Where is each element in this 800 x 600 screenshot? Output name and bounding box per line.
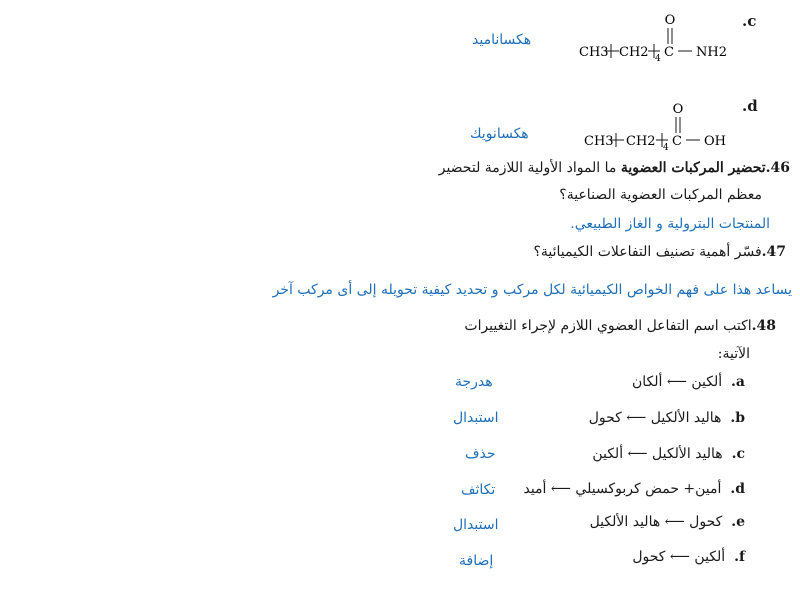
item-letter: e. — [731, 514, 745, 530]
item-text: ألكين ⟵ كحول — [632, 549, 726, 565]
q48-item-a — [632, 374, 745, 390]
q48-text-line2: الآتية: — [717, 346, 750, 362]
formula-oh: OH — [704, 134, 726, 149]
formula-ch3: CH3 — [584, 134, 614, 149]
item-text: هاليد الألكيل ⟵ كحول — [588, 410, 722, 426]
q47-text: فسّر أهمية تصنيف التفاعلات الكيميائية؟ — [533, 244, 762, 260]
q46-answer: المنتجات البترولية و الغاز الطبيعي. — [570, 216, 770, 232]
q46-text-line1: ما المواد الأولية اللازمة لتحضير — [438, 160, 617, 176]
q46-bold-text: تحضير المركبات العضوية — [620, 160, 766, 176]
formula-nh2: NH2 — [696, 45, 727, 60]
item-letter: d. — [730, 481, 745, 497]
q48-item-e-answer: استبدال — [453, 517, 499, 533]
item-letter: c. — [731, 446, 745, 462]
item-text: ألكين ⟵ ألكان — [631, 374, 723, 390]
q48-item-e — [590, 514, 745, 530]
part-d-answer: هكسانويك — [470, 126, 529, 142]
formula-ch2: CH2 — [619, 45, 649, 60]
formula-subscript: 4 — [663, 143, 669, 151]
q48-text-line1: اكتب اسم التفاعل العضوي اللازم لإجراء التغييرات — [464, 318, 752, 334]
formula-oxygen: O — [664, 13, 676, 28]
q48-item-f-answer: إضافة — [459, 553, 494, 569]
formula-carbon: C — [664, 45, 674, 60]
q48-question — [464, 318, 776, 334]
formula-carbon: C — [672, 134, 682, 149]
q48-item-c-answer: حذف — [465, 446, 496, 462]
q46-number: 46. — [765, 160, 790, 176]
part-d-letter: .d — [742, 97, 758, 115]
item-text: أمين+ حمض كربوكسيلي ⟵ أميد — [523, 481, 722, 497]
formula-subscript: 4 — [655, 54, 661, 62]
q48-item-a-answer: هدرجة — [455, 374, 493, 390]
q47-question — [533, 244, 786, 260]
item-letter: b. — [730, 410, 745, 426]
item-letter: f. — [734, 549, 745, 565]
part-c-formula — [575, 10, 735, 62]
q46-line1 — [439, 160, 790, 176]
formula-ch2: CH2 — [626, 134, 656, 149]
q48-item-b-answer: استبدال — [453, 410, 499, 426]
q48-item-b — [589, 410, 745, 426]
part-d-formula — [580, 99, 740, 151]
part-c-answer: هكساناميد — [472, 32, 532, 48]
q47-number: 47. — [761, 244, 786, 260]
q48-item-d — [523, 481, 745, 497]
part-c-letter: .c — [742, 12, 757, 30]
q48-number: 48. — [751, 318, 776, 334]
q48-item-c — [592, 446, 745, 462]
item-letter: a. — [731, 374, 745, 390]
q48-item-d-answer: تكاثف — [461, 482, 496, 498]
q47-answer: يساعد هذا على فهم الخواص الكيميائية لكل مركب و تحديد كيفية تحويله إلى أى مركب آخر — [272, 282, 792, 298]
item-text: كحول ⟵ هاليد الألكيل — [589, 514, 723, 530]
formula-oxygen: O — [672, 102, 684, 117]
item-text: هاليد الألكيل ⟵ ألكين — [592, 446, 723, 462]
q48-item-f — [632, 549, 745, 565]
q46-text-line2: معظم المركبات العضوية الصناعية؟ — [559, 187, 762, 203]
formula-ch3: CH3 — [579, 45, 609, 60]
